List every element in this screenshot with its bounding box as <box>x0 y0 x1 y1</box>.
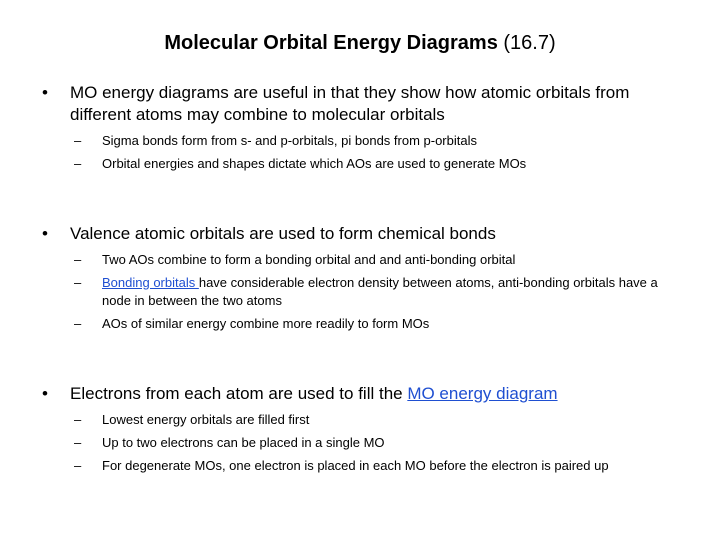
bullet-item <box>42 383 682 405</box>
section-valence-orbitals <box>42 223 682 333</box>
slide-body <box>42 82 682 480</box>
bullet-text: Electrons from each atom are used to fill the <box>70 384 408 403</box>
slide-title <box>0 30 720 56</box>
sub-list <box>42 132 682 173</box>
dash-icon: – <box>74 435 82 450</box>
sub-bullet-item <box>42 274 682 310</box>
sub-list <box>42 251 682 333</box>
bullet-item <box>42 82 682 126</box>
sub-bullet-text: AOs of similar energy combine more readily to form MOs <box>102 316 430 331</box>
sub-bullet-text: have considerable electron density between atoms, anti-bonding orbitals have a node in between the two atoms <box>102 275 658 308</box>
sub-bullet-text: Sigma bonds form from s- and p-orbitals, pi bonds from p-orbitals <box>102 133 477 148</box>
bullet-icon: • <box>42 384 48 403</box>
bullet-icon: • <box>42 83 48 102</box>
sub-bullet-item <box>42 251 682 269</box>
sub-bullet-text: Lowest energy orbitals are filled first <box>102 412 310 427</box>
sub-list <box>42 411 682 475</box>
sub-bullet-text: For degenerate MOs, one electron is placed in each MO before the electron is paired up <box>102 458 609 473</box>
dash-icon: – <box>74 156 82 171</box>
bullet-text: Valence atomic orbitals are used to form chemical bonds <box>70 224 496 243</box>
slide-title-bold: Molecular Orbital Energy Diagrams <box>164 32 498 54</box>
sub-bullet-text: Up to two electrons can be placed in a single MO <box>102 435 385 450</box>
bonding-orbitals-link[interactable]: Bonding orbitals <box>102 275 199 290</box>
bullet-icon: • <box>42 224 48 243</box>
dash-icon: – <box>74 316 82 331</box>
sub-bullet-item <box>42 434 682 452</box>
dash-icon: – <box>74 412 82 427</box>
sub-bullet-item <box>42 155 682 173</box>
dash-icon: – <box>74 133 82 148</box>
bullet-text: MO energy diagrams are useful in that they show how atomic orbitals from different atoms may combine to molecular orbitals <box>70 83 630 124</box>
dash-icon: – <box>74 275 82 290</box>
dash-icon: – <box>74 458 82 473</box>
sub-bullet-text: Two AOs combine to form a bonding orbital and and anti-bonding orbital <box>102 252 516 267</box>
sub-bullet-text: Orbital energies and shapes dictate which AOs are used to generate MOs <box>102 156 527 171</box>
sub-bullet-item <box>42 457 682 475</box>
slide-title-suffix: (16.7) <box>497 32 556 54</box>
sub-bullet-item <box>42 132 682 150</box>
sub-bullet-item <box>42 315 682 333</box>
sub-bullet-item <box>42 411 682 429</box>
dash-icon: – <box>74 252 82 267</box>
section-electron-filling <box>42 383 682 475</box>
bullet-item <box>42 223 682 245</box>
section-mo-diagrams <box>42 82 682 173</box>
mo-energy-diagram-link[interactable]: MO energy diagram <box>407 384 558 403</box>
